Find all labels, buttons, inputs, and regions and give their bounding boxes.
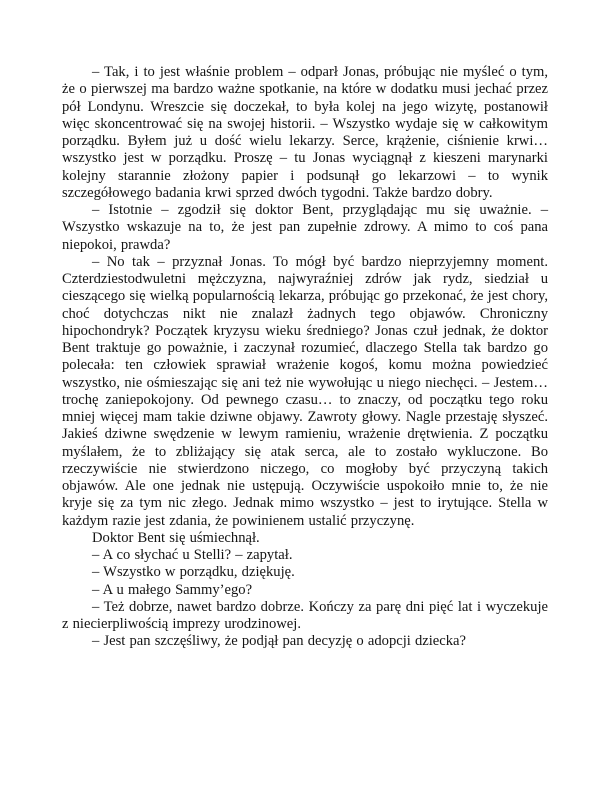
paragraph: – Jest pan szczęśliwy, że podjął pan decyzję o adopcji dziecka?	[92, 633, 467, 650]
paragraph: – A u małego Sammy’ego?	[92, 581, 253, 598]
paragraph: – Też dobrze, nawet bardzo dobrze. Kończy za parę dni pięć lat i wyczekuje z niecierpliwością imprezy urodzinowej.	[62, 598, 548, 632]
paragraph: – Istotnie – zgodził się doktor Bent, przyglądając mu się uważnie. – Wszystko wskazuje na to, że jest pan zupełnie zdrowy. A mimo to coś pana niepokoi, prawda?	[62, 202, 548, 253]
paragraph: – No tak – przyznał Jonas. To mógł być bardzo nieprzyjemny moment. Czterdziestodwuletni mężczyzna, najwyraźniej zdrów jak rydz, siedział u cieszącego się wielką popularnością lekarza, próbując go przekonać, że jest chory, choć dotychczas nikt nie znalazł żadnych tego objawów. Chroniczny hipochondryk? Początek kryzysu wieku średniego? Jonas czuł jednak, że doktor Bent traktuje go poważnie, i zaczynał rozumieć, dlaczego Stella tak bardzo go polecała: ten człowiek sprawiał wrażenie kogoś, komu można powiedzieć wszystko, nie ośmieszając się ani też nie wywołując u niego niechęci. – Jestem… trochę zaniepokojony. Od pewnego czasu… to znaczy, od początku tego roku mniej więcej mam takie dziwne objawy. Zawroty głowy. Nagle przestaję słyszeć. Jakieś dziwne swędzenie w lewym ramieniu, wrażenie drętwienia. Z początku myślałem, że to zbliżający się atak serca, ale to zostało wykluczone. Bo rzeczywiście nie stwierdzono niczego, co mogłoby być przyczyną takich objawów. Ale one jednak nie ustępują. Oczywiście uspokoiło mnie to, że nie kryje się za tym nic złego. Jednak mimo wszystko – jest to irytujące. Stella w każdym razie jest zdania, że powinienem ustalić przyczynę.	[62, 253, 548, 529]
paragraph: Doktor Bent się uśmiechnął.	[92, 529, 260, 546]
paragraph: – A co słychać u Stelli? – zapytał.	[92, 547, 293, 563]
paragraph: – Tak, i to jest właśnie problem – odparł Jonas, próbując nie myśleć o tym, że o pierwszej ma bardzo ważne spotkanie, na które w dodatku musi jechać przez pół Londynu. Wreszcie się doczekał, to była kolej na jego wizytę, postanowił więc skoncentrować się na swojej historii. – Wszystko wydaje się w całkowitym porządku. Byłem już u dość wielu lekarzy. Serce, krążenie, ciśnienie krwi… wszystko jest w porządku. Proszę – tu Jonas wyciągnął z kieszeni marynarki kolejny starannie złożony papier i podsunął go lekarzowi – to wynik szczegółowego badania krwi sprzed dwóch tygodni. Także bardzo dobry.	[62, 64, 548, 201]
paragraph: – Wszystko w porządku, dziękuję.	[92, 564, 295, 581]
